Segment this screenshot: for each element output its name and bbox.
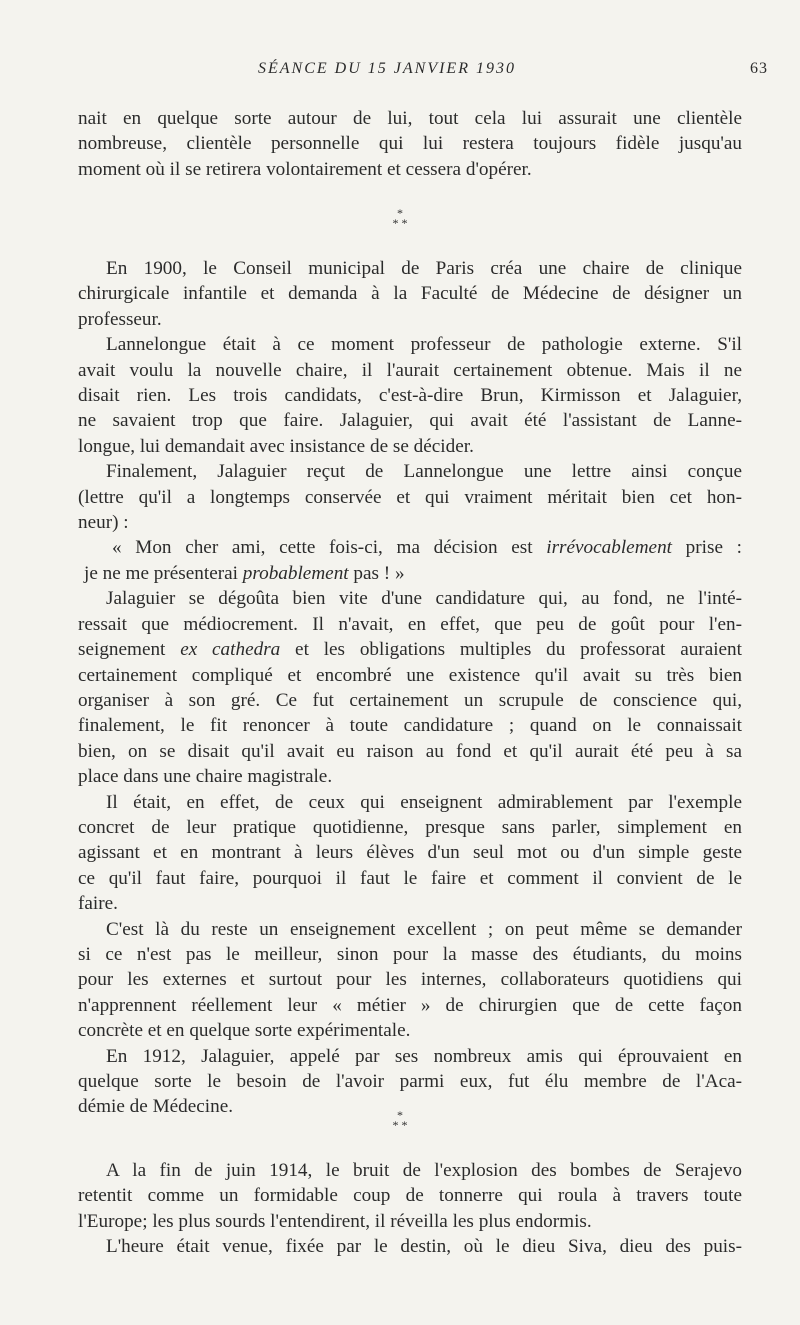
asterism-bottom: * * — [392, 1118, 408, 1132]
emphasis: ex cathedra — [180, 639, 281, 661]
emphasis: irrévocablement — [546, 537, 672, 559]
text-line: chirurgicale infantile et demanda à la Faculté de Médecine de désigner un — [78, 283, 742, 305]
asterism-top: * — [397, 1108, 403, 1122]
text-line: certainement compliqué et encombré une existence qu'il avait su très bien — [78, 664, 742, 686]
quoted-letter-line: « Mon cher ami, cette fois-ci, ma décision est irrévocablement prise : — [112, 537, 742, 559]
text-line: démie de Médecine. — [78, 1096, 234, 1118]
text-line: Il était, en effet, de ceux qui enseignent admirablement par l'exemple — [106, 791, 742, 813]
text-line: C'est là du reste un enseignement excellent ; on peut même se demander — [106, 918, 742, 940]
text-line: nait en quelque sorte autour de lui, tout cela lui assurait une clientèle — [78, 108, 742, 129]
text-line: Finalement, Jalaguier reçut de Lannelongue une lettre ainsi conçue — [106, 461, 742, 483]
text-line: En 1912, Jalaguier, appelé par ses nombreux amis qui éprouvaient en — [106, 1045, 742, 1067]
text-line: l'Europe; les plus sourds l'entendirent, il réveilla les plus endormis. — [78, 1210, 592, 1232]
text-line: avait voulu la nouvelle chaire, il l'aurait certainement obtenue. Mais il ne — [78, 359, 742, 381]
text-line: ressait que médiocrement. Il n'avait, en effet, que peu de goût pour l'en- — [78, 613, 742, 635]
text-line: neur) : — [78, 512, 129, 534]
asterism-top: * — [397, 206, 403, 220]
text-line: pour les externes et surtout pour les internes, collaborateurs quotidiens qui — [78, 969, 742, 991]
running-header — [0, 60, 800, 84]
text-line: nombreuse, clientèle personnelle qui lui restera toujours fidèle jusqu'au — [78, 133, 742, 155]
text-line: seignement ex cathedra et les obligations multiples du professorat auraient — [78, 639, 742, 661]
text-line: concret de leur pratique quotidienne, presque sans parler, simplement en — [78, 816, 742, 838]
text-line: agissant et en montrant à leurs élèves d'un seul mot ou d'un simple geste — [78, 842, 742, 864]
text-line: ce qu'il faut faire, pourquoi il faut le faire et comment il convient de le — [78, 867, 742, 889]
page-number: 63 — [750, 60, 768, 77]
text-line: professeur. — [78, 308, 162, 330]
text-line: bien, on se disait qu'il avait eu raison au fond et qu'il aurait été peu à sa — [78, 740, 742, 762]
quoted-letter-line: je ne me présenterai probablement pas ! » — [84, 562, 405, 584]
text-line: concrète et en quelque sorte expérimentale. — [78, 1020, 411, 1042]
text-line: finalement, le fit renoncer à toute candidature ; quand on le connaissait — [78, 715, 742, 737]
text-line: L'heure était venue, fixée par le destin, où le dieu Siva, dieu des puis- — [106, 1236, 742, 1258]
section-separator — [0, 208, 800, 228]
section-separator — [0, 1110, 800, 1130]
asterism-bottom: * * — [392, 216, 408, 230]
emphasis: probablement — [242, 562, 349, 584]
text-line: quelque sorte le besoin de l'avoir parmi eux, fut élu membre de l'Aca- — [78, 1071, 742, 1092]
paragraph-continuation — [78, 106, 742, 182]
text-line: ne savaient trop que faire. Jalaguier, qui avait été l'assistant de Lanne- — [78, 410, 742, 432]
text-line: si ce n'est pas le meilleur, sinon pour la masse des étudiants, du moins — [78, 943, 742, 965]
main-text-section — [78, 1158, 742, 1260]
text-line: longue, lui demandait avec insistance de se décider. — [78, 435, 474, 457]
text-line: Jalaguier se dégoûta bien vite d'une candidature qui, au fond, ne l'inté- — [106, 588, 742, 610]
running-title: SÉANCE DU 15 JANVIER 1930 — [258, 60, 516, 77]
text-line: retentit comme un formidable coup de tonnerre qui roula à travers toute — [78, 1185, 742, 1207]
text-line: faire. — [78, 893, 118, 915]
main-text-section — [78, 256, 742, 1120]
text-line: disait rien. Les trois candidats, c'est-à-dire Brun, Kirmisson et Jalaguier, — [78, 385, 742, 407]
text-line: organiser à son gré. Ce fut certainement un scrupule de conscience qui, — [78, 689, 742, 711]
text-line: place dans une chaire magistrale. — [78, 766, 333, 788]
text-line: n'apprennent réellement leur « métier » de chirurgien que de cette façon — [78, 994, 742, 1016]
text-line: Lannelongue était à ce moment professeur de pathologie externe. S'il — [106, 334, 742, 356]
text-line: En 1900, le Conseil municipal de Paris créa une chaire de clinique — [106, 258, 742, 279]
text-line: A la fin de juin 1914, le bruit de l'explosion des bombes de Serajevo — [106, 1160, 742, 1181]
text-line: moment où il se retirera volontairement et cessera d'opérer. — [78, 158, 532, 180]
text-line: (lettre qu'il a longtemps conservée et qui vraiment méritait bien cet hon- — [78, 486, 742, 508]
